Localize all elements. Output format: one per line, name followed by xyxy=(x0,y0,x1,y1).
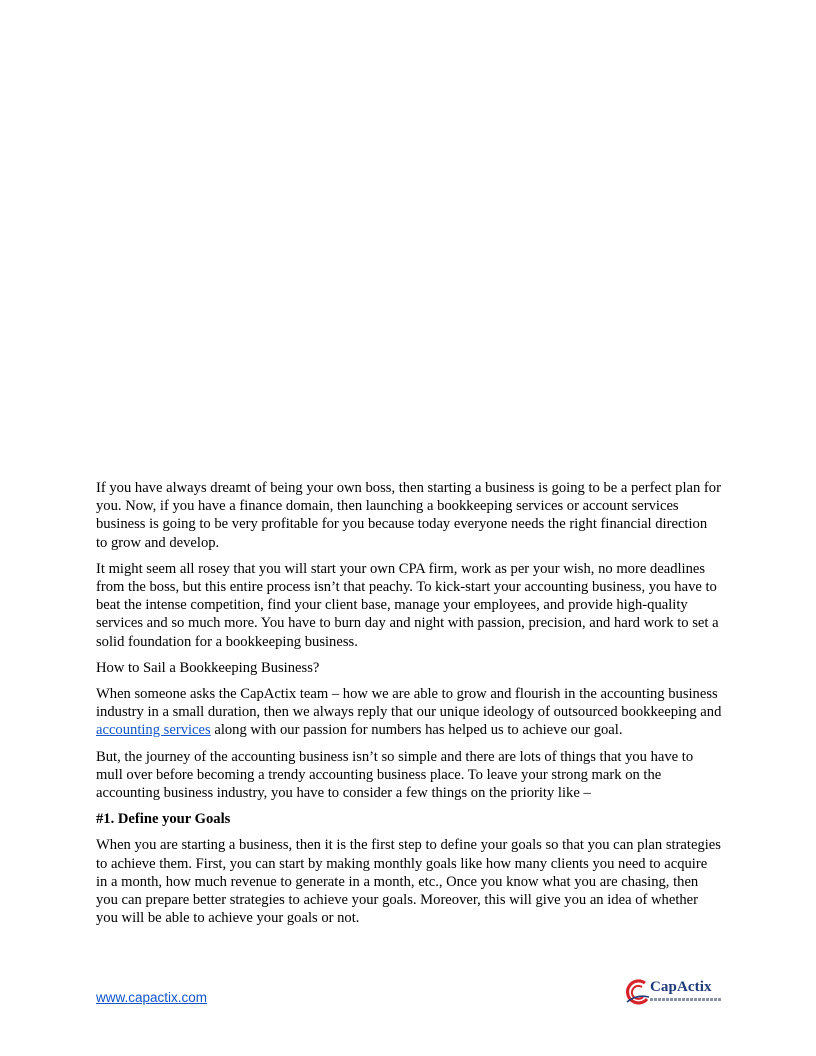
footer-website-link[interactable]: www.capactix.com xyxy=(96,990,208,1005)
accounting-services-link[interactable]: accounting services xyxy=(96,722,211,739)
logo-wordmark: CapActix xyxy=(650,979,712,995)
challenges-paragraph: It might seem all rosey that you will start your own CPA firm, work as per your wish, no more deadlines from the boss, but this entire process isn’t that peachy. To kick-start your accounting business, you have to beat the intense competition, find your client base, manage your employees, and provide high-quality services and so much more. You have to burn day and night with passion, precision, and hard work to set a solid foundation for a bookkeeping business. xyxy=(96,560,719,650)
section-question: How to Sail a Bookkeeping Business? xyxy=(96,659,320,676)
intro-paragraph: If you have always dreamt of being your own boss, then starting a business is going to be a perfect plan for you. Now, if you have a finance domain, then launching a bookkeeping services or account services business is going to be very profitable for you because today everyone needs the right financial direction to grow and develop. xyxy=(96,480,721,551)
goals-paragraph: When you are starting a business, then it is the first step to define your goals so that you can plan strategies to achieve them. First, you can start by making monthly goals like how many clients you need to acquire in a month, how much revenue to generate in a month, etc., Once you know what you are chasing, then you can prepare better strategies to achieve your goals. Moreover, this will give you an idea of whether you will be able to achieve your goals or not. xyxy=(96,837,721,927)
capactix-swirl-logo-icon xyxy=(623,977,651,1007)
document-body xyxy=(96,479,722,935)
capactix-text-after-link: along with our passion for numbers has helped us to achieve our goal. xyxy=(210,722,623,739)
capactix-logo xyxy=(623,977,723,1007)
capactix-paragraph xyxy=(96,685,722,740)
capactix-text-before-link: When someone asks the CapActix team – how we are able to grow and flourish in the accounting business industry in a small duration, then we always reply that our unique ideology of outsourced bookkeeping and xyxy=(96,686,722,721)
journey-paragraph: But, the journey of the accounting business isn’t so simple and there are lots of things that you have to mull over before becoming a trendy accounting business place. To leave your strong mark on the accounting business industry, you have to consider a few things on the priority like – xyxy=(96,748,694,802)
logo-tagline-graphic xyxy=(650,998,722,1001)
define-goals-heading: #1. Define your Goals xyxy=(96,811,231,828)
